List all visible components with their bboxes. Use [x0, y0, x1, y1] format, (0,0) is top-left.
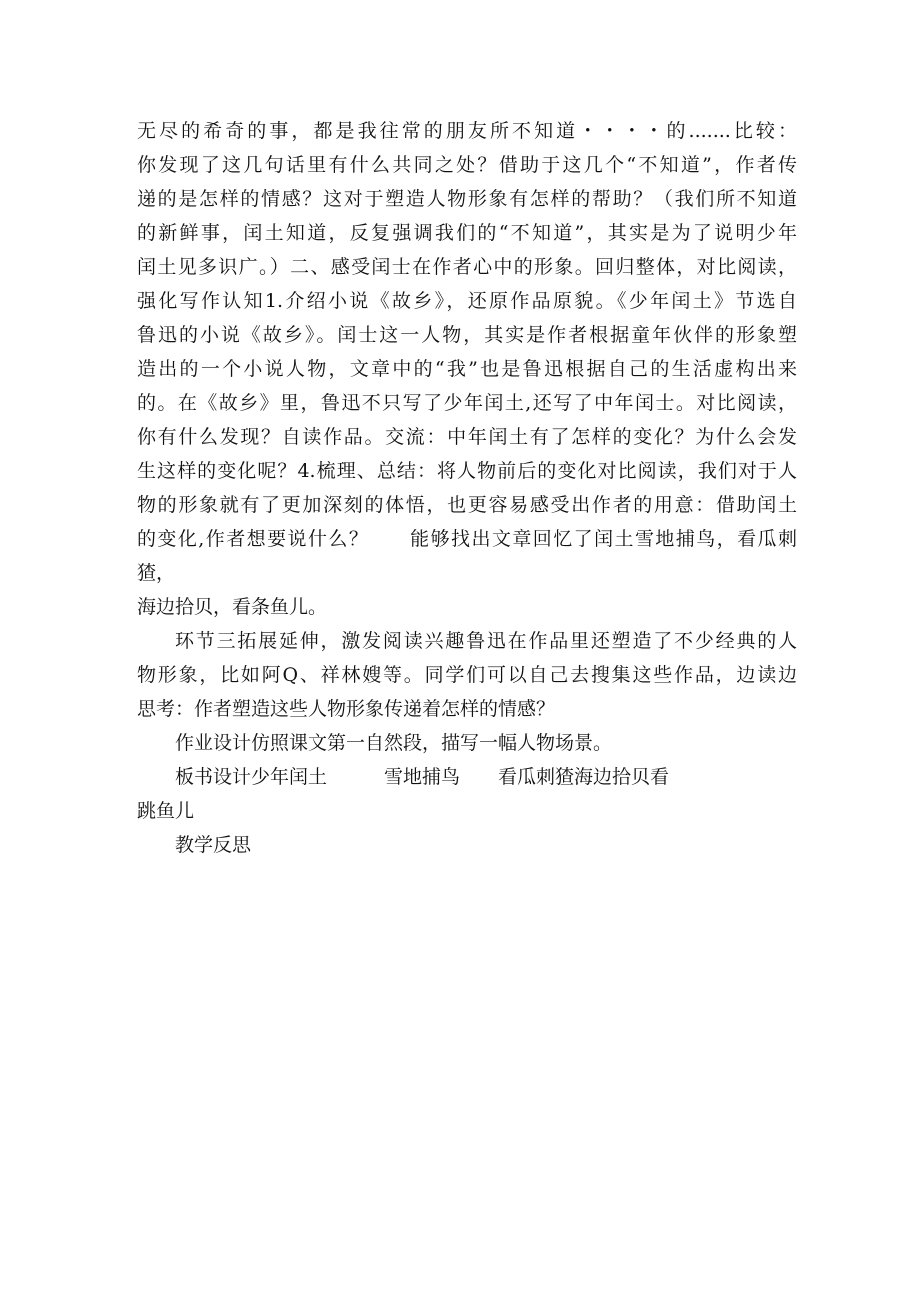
document-body: [137, 114, 797, 862]
text-line: 猹，: [137, 562, 176, 584]
text-line: 闰土见多识广。）二、感受闰士在作者心中的形象。回归整体，对比阅读，: [137, 256, 797, 278]
text-line: 物形象，比如阿Q、祥林嫂等。同学们可以自己去搜集这些作品，边读边: [137, 664, 797, 686]
text-line: 物的形象就有了更加深刻的体悟，也更容易感受出作者的用意：借助闰土: [137, 494, 797, 516]
text-line: 递的是怎样的情感？这对于塑造人物形象有怎样的帮助？（我们所不知道: [137, 188, 797, 210]
text-line: 你有什么发现？自读作品。交流：中年闰土有了怎样的变化？为什么会发: [137, 426, 797, 448]
text-line: 的变化,作者想要说什么？ 能够找出文章回忆了闰土雪地捕鸟，看瓜刺: [137, 528, 797, 550]
text-line: 海边拾贝，看条鱼儿。: [137, 596, 328, 618]
text-line: 鲁迅的小说《故乡》。闰士这一人物，其实是作者根据童年伙伴的形象塑: [137, 324, 797, 346]
text-line: 生这样的变化呢？4.梳理、总结：将人物前后的变化对比阅读，我们对于人: [137, 460, 797, 482]
text-line: 板书设计少年闰土 雪地捕鸟 看瓜刺猹海边拾贝看: [175, 766, 670, 788]
text-line: 思考：作者塑造这些人物形象传递着怎样的情感？: [137, 698, 556, 720]
text-line: 跳鱼儿: [137, 800, 195, 822]
text-line: 造出的一个小说人物，文章中的“我”也是鲁迅根据自己的生活虚构出来: [137, 358, 797, 380]
text-line: 教学反思: [175, 834, 252, 856]
text-line: 的。在《故乡》里，鲁迅不只写了少年闰土,还写了中年闰士。对比阅读，: [137, 392, 797, 414]
text-line: 作业设计仿照课文第一自然段，描写一幅人物场景。: [175, 732, 613, 754]
text-line: 环节三拓展延伸，激发阅读兴趣鲁迅在作品里还塑造了不少经典的人: [175, 630, 797, 652]
text-line: 无尽的希奇的事，都是我往常的朋友所不知道・・・・的.......比较：: [137, 120, 797, 142]
text-line: 强化写作认知1.介绍小说《故乡》，还原作品原貌。《少年闰土》节选自: [137, 290, 797, 312]
text-line: 你发现了这几句话里有什么共同之处？借助于这几个“不知道”，作者传: [137, 154, 797, 176]
text-line: 的新鲜事，闰土知道，反复强调我们的“不知道”，其实是为了说明少年: [137, 222, 797, 244]
